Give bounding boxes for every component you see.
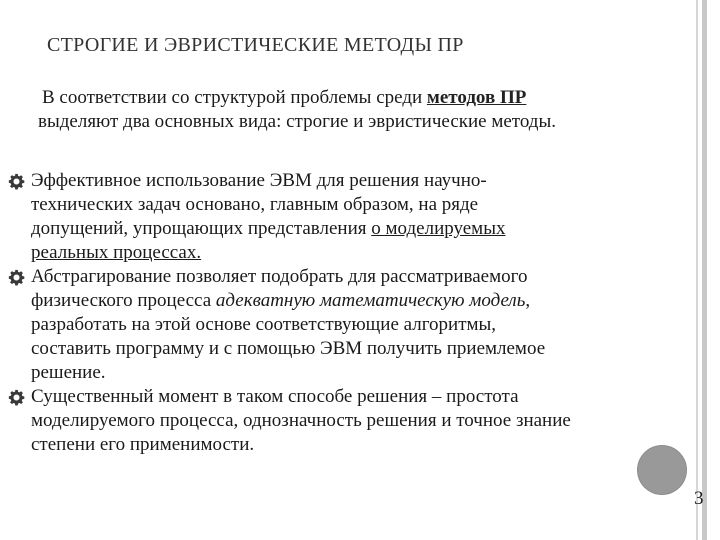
bullet-line <box>31 241 720 265</box>
underlined-text: реальных процессах. <box>31 242 202 263</box>
bullet-line: Абстрагирование позволяет подобрать для рассматриваемого <box>31 266 528 287</box>
bullet-line <box>31 289 720 313</box>
bullet-item <box>0 385 720 457</box>
bullet-line: Существенный момент в таком способе решения – простота <box>31 386 519 407</box>
intro-paragraph <box>38 86 698 134</box>
intro-line: выделяют два основных вида: строгие и эвристические методы. <box>38 111 556 132</box>
bullet-line <box>31 433 720 457</box>
slide-title: СТРОГИЕ И ЭВРИСТИЧЕСКИЕ МЕТОДЫ ПР <box>47 34 464 56</box>
bullet-line: составить программу и с помощью ЭВМ получить приемлемое <box>31 338 546 359</box>
bullet-list <box>0 169 720 457</box>
bullet-line: Эффективное использование ЭВМ для решения научно- <box>31 170 487 191</box>
intro-text: В соответствии со структурой проблемы среди <box>42 87 427 108</box>
highlight-methods: методов ПР <box>426 87 527 108</box>
bullet-text: допущений, упрощающих представления <box>31 218 372 239</box>
page-circle <box>638 446 686 494</box>
bullet-item <box>0 265 720 385</box>
bullet-text: степени его применимости <box>31 434 250 455</box>
bullet-text: . <box>249 434 255 455</box>
gear-icon <box>8 269 25 286</box>
gear-icon <box>8 389 25 406</box>
bullet-line: разработать на этой основе соответствующие алгоритмы, <box>31 314 497 335</box>
page-number: 3 <box>694 488 704 509</box>
bullet-line: моделируемого процесса, однозначность решения и точное знание <box>31 410 571 431</box>
bullet-line: решение. <box>31 362 106 383</box>
bullet-text: , <box>525 290 531 311</box>
italic-text: адекватную математическую модель <box>215 290 526 311</box>
gear-icon <box>8 173 25 190</box>
intro-line <box>38 86 698 110</box>
bullet-line <box>31 217 720 241</box>
bullet-line: технических задач основано, главным образом, на ряде <box>31 194 479 215</box>
underlined-text: о моделируемых <box>371 218 506 239</box>
bullet-item <box>0 169 720 265</box>
bullet-text: физического процесса <box>31 290 216 311</box>
